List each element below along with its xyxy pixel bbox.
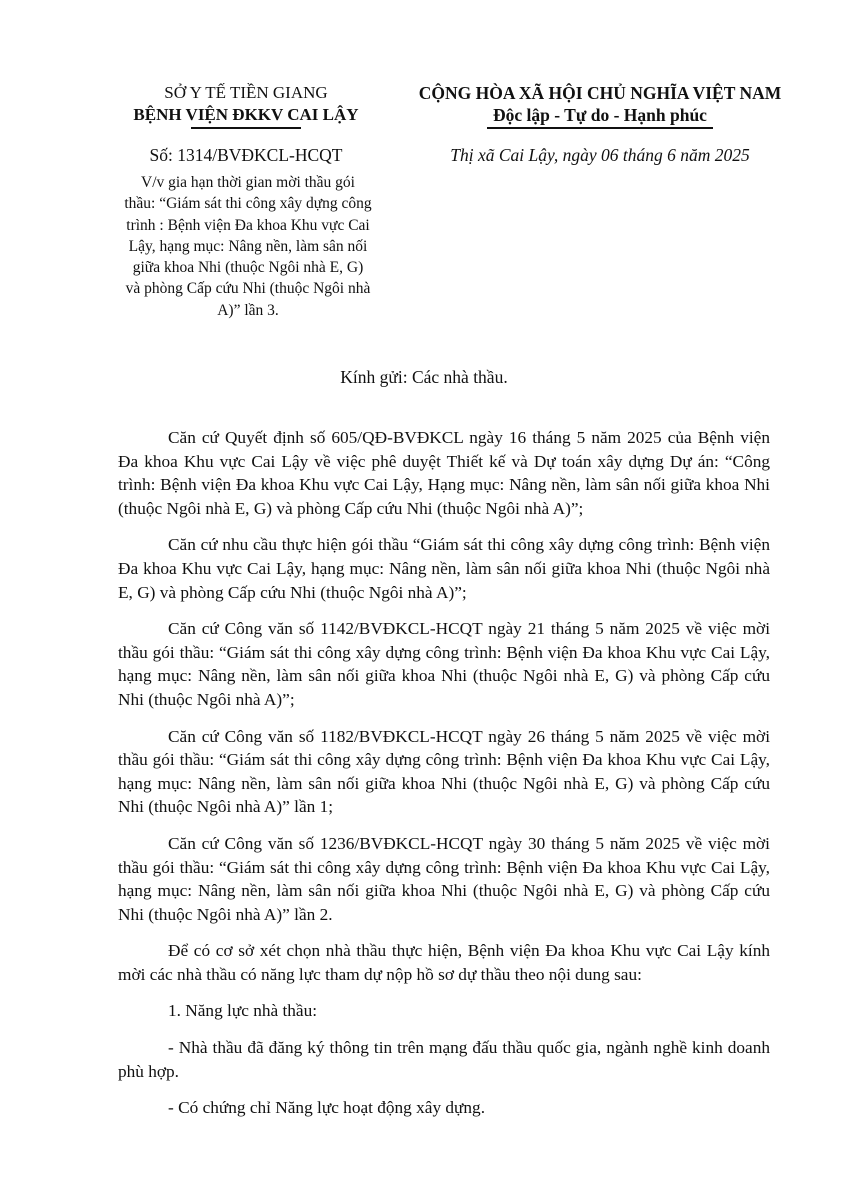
body-paragraph: Căn cứ Công văn số 1236/BVĐKCL-HCQT ngày 30 tháng 5 năm 2025 về việc mời thầu gói thầu: “Giám sát thi công xây dựng công trình: Bệnh viện Đa khoa Khu vực Cai Lậy, hạng mục: Nâng nền, làm sân nối giữa khoa Nhi (thuộc Ngôi nhà E, G) và phòng Cấp cứu Nhi (thuộc Ngôi nhà A)” lần 2. (118, 833, 770, 924)
body-paragraph: Căn cứ nhu cầu thực hiện gói thầu “Giám sát thi công xây dựng công trình: Bệnh viện Đa khoa Khu vực Cai Lậy, hạng mục: Nâng nền, làm sân nối giữa khoa Nhi (thuộc Ngôi nhà E, G) và phòng Cấp cứu Nhi (thuộc Ngôi nhà A)”; (118, 535, 770, 602)
parent-authority: SỞ Y TẾ TIỀN GIANG (164, 83, 328, 102)
body-paragraph: Để có cơ sở xét chọn nhà thầu thực hiện, Bệnh viện Đa khoa Khu vực Cai Lậy kính mời các nhà thầu có năng lực tham dự nộp hồ sơ dự thầu theo nội dung sau: (118, 941, 770, 984)
body-paragraph: Căn cứ Quyết định số 605/QĐ-BVĐKCL ngày 16 tháng 5 năm 2025 của Bệnh viện Đa khoa Khu vực Cai Lậy về việc phê duyệt Thiết kế và Dự toán xây dựng Dự án: “Công trình: Bệnh viện Đa khoa Khu vực Cai Lậy, Hạng mục: Nâng nền, làm sân nối giữa khoa Nhi (thuộc Ngôi nhà E, G) và phòng Cấp cứu Nhi (thuộc Ngôi nhà A)”; (118, 428, 770, 518)
section-heading: 1. Năng lực nhà thầu: (168, 1001, 318, 1021)
requirement-item: - Có chứng chỉ Năng lực hoạt động xây dựng. (168, 1098, 486, 1118)
place-date-line: Thị xã Cai Lậy, ngày 06 tháng 6 năm 2025 (450, 145, 750, 165)
issuing-agency-block (108, 82, 384, 129)
motto-underline (487, 127, 713, 129)
body-paragraph: Căn cứ Công văn số 1142/BVĐKCL-HCQT ngày 21 tháng 5 năm 2025 về việc mời thầu gói thầu: “Giám sát thi công xây dựng công trình: Bệnh viện Đa khoa Khu vực Cai Lậy, hạng mục: Nâng nền, làm sân nối giữa khoa Nhi (thuộc Ngôi nhà E, G) và phòng Cấp cứu Nhi (thuộc Ngôi nhà A)”; (118, 619, 770, 709)
document-body (118, 426, 770, 1133)
national-motto: Độc lập - Tự do - Hạnh phúc (493, 105, 707, 125)
document-number: Số: 1314/BVĐKCL-HCQT (149, 145, 343, 165)
recipient-line: Kính gửi: Các nhà thầu. (340, 367, 508, 387)
body-paragraph: Căn cứ Công văn số 1182/BVĐKCL-HCQT ngày 26 tháng 5 năm 2025 về việc mời thầu gói thầu: “Giám sát thi công xây dựng công trình: Bệnh viện Đa khoa Khu vực Cai Lậy, hạng mục: Nâng nền, làm sân nối giữa khoa Nhi (thuộc Ngôi nhà E, G) và phòng Cấp cứu Nhi (thuộc Ngôi nhà A)” lần 1; (118, 726, 770, 817)
requirement-item: - Nhà thầu đã đăng ký thông tin trên mạng đấu thầu quốc gia, ngành nghề kinh doanh phù hợp. (118, 1038, 770, 1081)
national-title-block (400, 82, 800, 129)
country-name: CỘNG HÒA XÃ HỘI CHỦ NGHĨA VIỆT NAM (418, 83, 782, 103)
issuing-organization: BỆNH VIỆN ĐKKV CAI LẬY (133, 105, 359, 124)
subject-summary: V/v gia hạn thời gian mời thầu gói thầu: “Giám sát thi công xây dựng công trình : Bệnh viện Đa khoa Khu vực Cai Lậy, hạng mục: Nâng nền, làm sân nối giữa khoa Nhi (thuộc Ngôi nhà E, G) và phòng Cấp cứu Nhi (thuộc Ngôi nhà A)” lần 3. (124, 174, 372, 319)
organization-underline (191, 127, 301, 129)
